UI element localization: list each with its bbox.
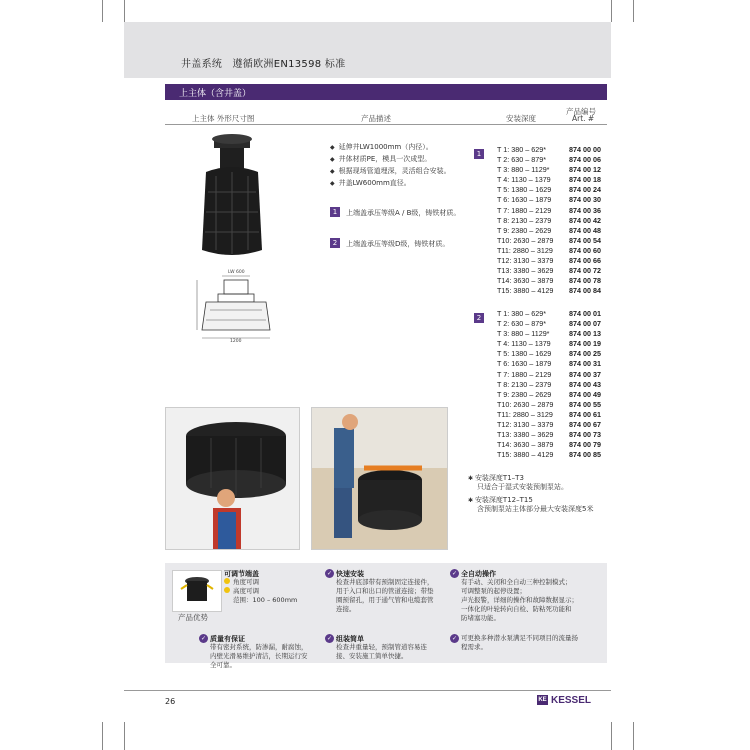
option-angle: 角度可调 xyxy=(233,578,259,586)
brand-mark-icon: KE xyxy=(538,697,547,704)
depth-cell: T 7: 1880 – 2129 xyxy=(497,369,552,379)
art-number-cell: 874 00 49 xyxy=(569,389,601,399)
advantages-label: 产品优势 xyxy=(178,613,208,622)
art-number-cell: 874 00 12 xyxy=(569,165,601,175)
depth-cell: T 3: 880 – 1129* xyxy=(497,165,550,175)
art-number-cell: 874 00 18 xyxy=(569,175,601,185)
art-number-cell: 874 00 07 xyxy=(569,319,601,329)
art-number-cell: 874 00 54 xyxy=(569,235,601,245)
text-line: 圈预留孔，用于通气管和电缆套管 xyxy=(336,596,434,604)
table-row xyxy=(497,380,619,390)
feature-text xyxy=(336,578,434,614)
text-line: 有手动、关闭和全自动三种控制模式； xyxy=(461,578,572,586)
table-row xyxy=(497,155,619,165)
table-row xyxy=(497,420,619,430)
table-row xyxy=(497,430,619,440)
page-number: 26 xyxy=(165,697,176,706)
art-number-cell: 874 00 24 xyxy=(569,185,601,195)
art-number-cell: 874 00 78 xyxy=(569,276,601,286)
art-number-cell: 874 00 37 xyxy=(569,369,601,379)
art-number-cell: 874 00 61 xyxy=(569,409,601,419)
brand-logo xyxy=(537,695,591,706)
depth-cell: T 8: 2130 – 2379 xyxy=(497,215,552,225)
feature-text xyxy=(210,643,308,670)
art-number-cell: 874 00 19 xyxy=(569,339,601,349)
note: ✱ 安装深度T1–T3 只适合于湿式安装预制泵站。 xyxy=(468,474,568,491)
variant-text: 上端盖承压等级D级，铸铁材质。 xyxy=(346,240,450,248)
table-row xyxy=(497,185,619,195)
art-number-cell: 874 00 42 xyxy=(569,215,601,225)
depth-cell: T 5: 1380 – 1629 xyxy=(497,185,552,195)
crop-mark xyxy=(633,722,634,750)
depth-cell: T11: 2880 – 3129 xyxy=(497,409,553,419)
table-row xyxy=(497,256,619,266)
feature-bullet: ◆ 井盖LW600mm直径。 xyxy=(330,178,411,188)
depth-cell: T 7: 1880 – 2129 xyxy=(497,205,552,215)
feature-bullet: ◆ 根据现场管道埋深，灵活组合安装。 xyxy=(330,166,451,176)
text-line: 带有密封系统，防渗漏，耐腐蚀， xyxy=(210,643,308,651)
text-line: 声光报警，详细的操作和故障数据显示； xyxy=(461,596,578,604)
text-line: 用于入口和出口的管道连接；带垫 xyxy=(336,587,434,595)
table-row xyxy=(497,276,619,286)
text-line: 接、安装施工简单快捷。 xyxy=(336,652,408,660)
depth-cell: T14: 3630 – 3879 xyxy=(497,276,554,286)
col-artno: 产品编号 xyxy=(566,107,596,116)
text-line: 连接。 xyxy=(336,605,356,613)
variant-badge: 2 xyxy=(330,238,340,248)
table-row xyxy=(497,390,619,400)
feature-bullet: ◆ 井体材质PE，模具一次成型。 xyxy=(330,154,431,164)
table-row xyxy=(497,359,619,369)
note-line: 安装深度T1–T3 xyxy=(474,474,524,482)
drawing-width-label: 1200 xyxy=(230,339,242,344)
art-number-cell: 874 00 67 xyxy=(569,420,601,430)
depth-cell: T13: 3380 – 3629 xyxy=(497,430,554,440)
art-number-cell: 874 00 25 xyxy=(569,349,601,359)
depth-cell: T 4: 1130 – 1379 xyxy=(497,175,551,185)
feature-title: 快速安装 xyxy=(336,570,364,578)
text-line: 可更换多种潜水泵满足不同项目的流量扬 xyxy=(461,634,578,642)
text-line: 检查井底部带有预制固定连接件， xyxy=(336,578,434,586)
crop-mark xyxy=(611,722,612,750)
table-row xyxy=(497,319,619,329)
section-header xyxy=(165,84,607,100)
table-row xyxy=(497,349,619,359)
col-depth: 安装深度 xyxy=(506,114,536,123)
feature-title: 全自动操作 xyxy=(461,570,496,578)
art-number-cell: 874 00 43 xyxy=(569,379,601,389)
text-line: 一体化的叶轮转向自检、防粘死功能和 xyxy=(461,605,572,613)
art-number-cell: 874 00 85 xyxy=(569,450,601,460)
crop-mark xyxy=(102,722,103,750)
photo-worker-lifting-ring xyxy=(165,407,300,550)
depth-cell: T 2: 630 – 879* xyxy=(497,319,547,329)
depth-cell: T 6: 1630 – 1879 xyxy=(497,359,552,369)
art-number-cell: 874 00 72 xyxy=(569,266,601,276)
feature-text xyxy=(461,578,578,623)
adjustable-cover-image xyxy=(172,570,222,612)
crop-mark xyxy=(611,0,612,22)
depth-cell: T 4: 1130 – 1379 xyxy=(497,339,551,349)
art-number-cell: 874 00 84 xyxy=(569,286,601,296)
table-row xyxy=(497,145,619,155)
crop-mark xyxy=(633,0,634,22)
note-line: 安装深度T12–T15 xyxy=(474,496,533,504)
text-line: 程需求。 xyxy=(461,643,487,651)
text-line: 可调整泵的起停设置； xyxy=(461,587,526,595)
art-number-cell: 874 00 31 xyxy=(569,359,601,369)
note: ✱ 安装深度T12–T15 含预制泵站主体部分最大安装深度5米 xyxy=(468,496,594,513)
text-line: 防堵塞功能。 xyxy=(461,614,500,622)
brand-name: KESSEL xyxy=(551,695,592,706)
text-line: 内壁光滑易维护清洁，长期运行安 xyxy=(210,652,308,660)
art-number-cell: 874 00 73 xyxy=(569,430,601,440)
product-image xyxy=(196,132,268,260)
table-row xyxy=(497,450,619,460)
check-icon: ✓ xyxy=(326,635,333,642)
table-row xyxy=(497,165,619,175)
page-title: 井盖系统 遵循欧洲EN13598 标准 xyxy=(181,59,346,70)
feature-title: 组装简单 xyxy=(336,635,364,643)
table-row xyxy=(497,400,619,410)
table-row xyxy=(497,370,619,380)
feature-text xyxy=(336,643,427,661)
depth-cell: T 9: 2380 – 2629 xyxy=(497,225,552,235)
table-row xyxy=(497,175,619,185)
depth-cell: T 1: 380 – 629* xyxy=(497,145,547,154)
depth-cell: T10: 2630 – 2879 xyxy=(497,235,554,245)
feature-text xyxy=(461,634,578,652)
table-badge: 1 xyxy=(474,149,484,159)
table-row xyxy=(497,440,619,450)
photo-installation xyxy=(311,407,448,550)
table-row xyxy=(497,236,619,246)
crop-mark xyxy=(124,0,125,22)
depth-cell: T14: 3630 – 3879 xyxy=(497,440,554,450)
check-icon: ✓ xyxy=(451,635,458,642)
variant-badge: 1 xyxy=(330,207,340,217)
dimension-drawing xyxy=(192,270,277,345)
art-table-1 xyxy=(497,145,619,296)
art-number-cell: 874 00 00 xyxy=(569,145,601,154)
art-number-cell: 874 00 66 xyxy=(569,256,601,266)
product-shaft-illustration xyxy=(196,132,268,260)
col-dims: 上主体 外形尺寸图 xyxy=(192,114,255,123)
table-row xyxy=(497,266,619,276)
footer-divider xyxy=(124,690,611,691)
option-height: 高度可调 xyxy=(233,587,259,595)
crop-mark xyxy=(124,722,125,750)
art-number-cell: 874 00 36 xyxy=(569,205,601,215)
depth-cell: T 5: 1380 – 1629 xyxy=(497,349,552,359)
range-text: 范围：100 – 600mm xyxy=(233,596,298,604)
depth-cell: T 3: 880 – 1129* xyxy=(497,329,550,339)
art-number-cell: 874 00 01 xyxy=(569,309,601,318)
table-row xyxy=(497,286,619,296)
table-row xyxy=(497,216,619,226)
drawing-lw-label: LW 600 xyxy=(228,270,245,275)
feature-title: 质量有保证 xyxy=(210,635,245,643)
check-icon: ✓ xyxy=(451,570,458,577)
depth-cell: T10: 2630 – 2879 xyxy=(497,399,554,409)
note-line: 含预制泵站主体部分最大安装深度5米 xyxy=(477,505,594,513)
table-row xyxy=(497,329,619,339)
depth-cell: T 9: 2380 – 2629 xyxy=(497,389,552,399)
crop-mark xyxy=(102,0,103,22)
depth-cell: T 2: 630 – 879* xyxy=(497,155,547,165)
col-desc: 产品描述 xyxy=(361,114,391,123)
art-number-cell: 874 00 13 xyxy=(569,329,601,339)
art-number-cell: 874 00 79 xyxy=(569,440,601,450)
note-line: 只适合于湿式安装预制泵站。 xyxy=(477,483,568,491)
art-number-cell: 874 00 60 xyxy=(569,245,601,255)
table-row xyxy=(497,309,619,319)
text-line: 全可靠。 xyxy=(210,661,236,669)
table-row xyxy=(497,206,619,216)
table-row xyxy=(497,339,619,349)
depth-cell: T15: 3880 – 4129 xyxy=(497,286,554,296)
art-number-cell: 874 00 55 xyxy=(569,399,601,409)
depth-cell: T12: 3130 – 3379 xyxy=(497,256,554,266)
table-row xyxy=(497,410,619,420)
table-badge: 2 xyxy=(474,313,484,323)
art-table-2 xyxy=(497,309,619,460)
check-icon: ✓ xyxy=(326,570,333,577)
table-row xyxy=(497,226,619,236)
depth-cell: T12: 3130 – 3379 xyxy=(497,420,554,430)
art-number-cell: 874 00 30 xyxy=(569,195,601,205)
depth-cell: T 8: 2130 – 2379 xyxy=(497,379,552,389)
feature-text xyxy=(224,578,297,605)
text-line: 检查井重量轻，预制管道容易连 xyxy=(336,643,427,651)
col-artno-sub: Art. # xyxy=(572,114,595,123)
section-title: 上主体（含井盖） xyxy=(179,89,252,99)
depth-cell: T 6: 1630 – 1879 xyxy=(497,195,552,205)
art-number-cell: 874 00 06 xyxy=(569,155,601,165)
depth-cell: T 1: 380 – 629* xyxy=(497,309,547,318)
table-row xyxy=(497,246,619,256)
variant-text: 上端盖承压等级A / B级，铸铁材质。 xyxy=(346,209,461,217)
feature-title: 可调节端盖 xyxy=(224,570,259,578)
depth-cell: T13: 3380 – 3629 xyxy=(497,266,554,276)
table-row xyxy=(497,195,619,205)
feature-bullet: ◆ 延伸井LW1000mm（内径）。 xyxy=(330,142,433,152)
check-icon: ✓ xyxy=(200,635,207,642)
depth-cell: T11: 2880 – 3129 xyxy=(497,245,553,255)
art-number-cell: 874 00 48 xyxy=(569,225,601,235)
divider xyxy=(165,124,607,125)
depth-cell: T15: 3880 – 4129 xyxy=(497,450,554,460)
